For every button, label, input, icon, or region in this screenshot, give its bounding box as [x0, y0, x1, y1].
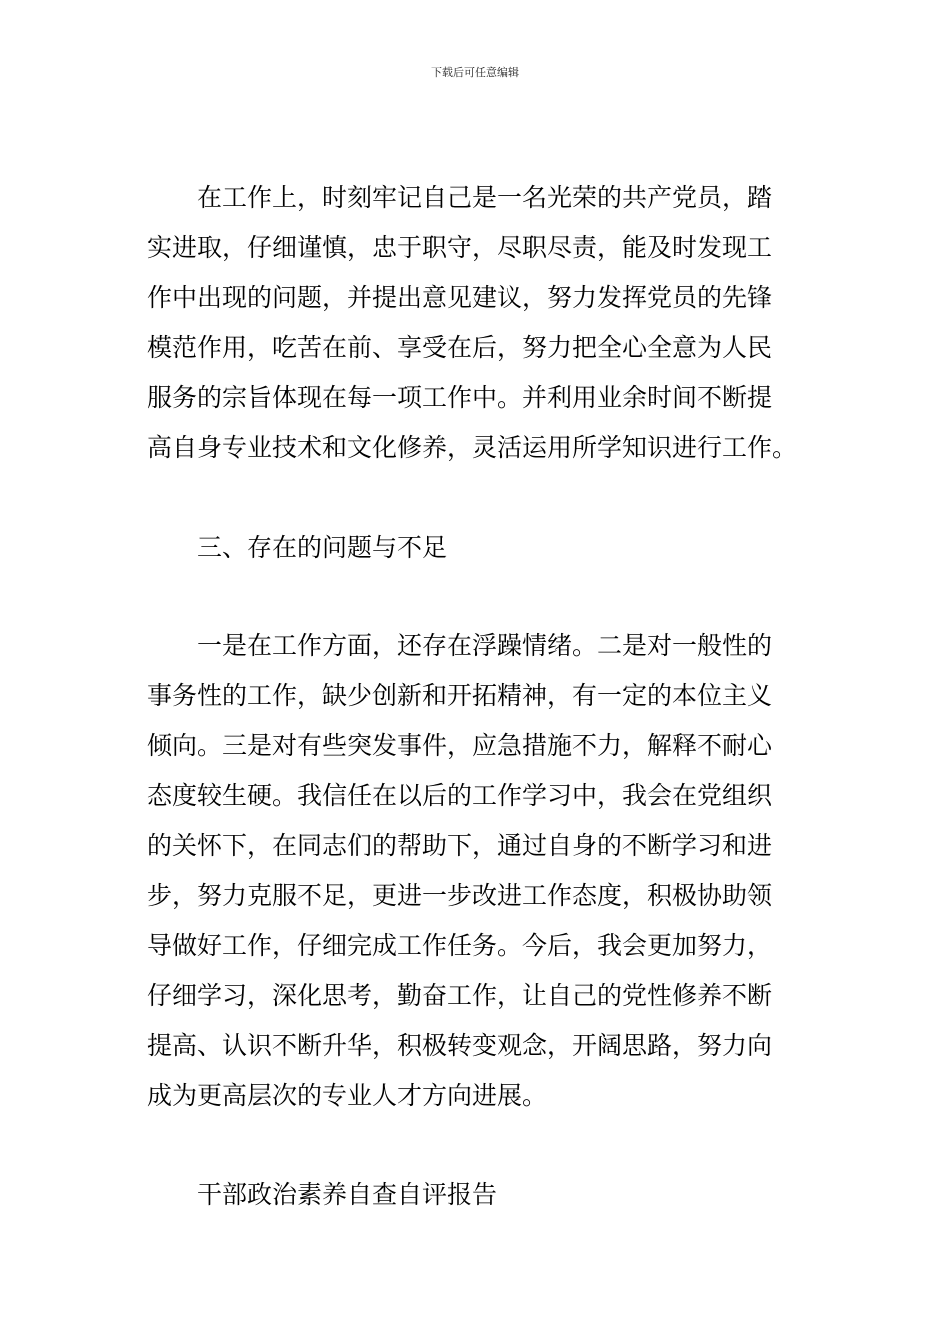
paragraph-line: 态度较生硬。我信任在以后的工作学习中，我会在党组织 — [147, 781, 773, 810]
paragraph-line: 作中出现的问题，并提出意见建议，努力发挥党员的先锋 — [147, 283, 773, 312]
paragraph-line: 的关怀下，在同志们的帮助下，通过自身的不断学习和进 — [147, 831, 773, 860]
paragraph-line: 高自身专业技术和文化修养，灵活运用所学知识进行工作。 — [147, 433, 798, 462]
paragraph-line: 提高、认识不断升华，积极转变观念，开阔思路，努力向 — [147, 1031, 773, 1060]
paragraph-problems — [147, 621, 809, 1121]
page-header-note: 下载后可任意编辑 — [431, 66, 519, 79]
paragraph-line: 在工作上，时刻牢记自己是一名光荣的共产党员，踏 — [197, 183, 773, 212]
paragraph-line: 仔细学习，深化思考，勤奋工作，让自己的党性修养不断 — [147, 981, 773, 1010]
paragraph-line: 实进取，仔细谨慎，忠于职守，尽职尽责，能及时发现工 — [147, 233, 773, 262]
paragraph-line: 成为更高层次的专业人才方向进展。 — [147, 1081, 548, 1110]
paragraph-line: 导做好工作，仔细完成工作任务。今后，我会更加努力， — [147, 931, 773, 960]
section-heading-text: 三、存在的问题与不足 — [197, 533, 448, 562]
paragraph-line: 服务的宗旨体现在每一项工作中。并利用业余时间不断提 — [147, 383, 773, 412]
paragraph-line: 步，努力克服不足，更进一步改进工作态度，积极协助领 — [147, 881, 773, 910]
paragraph-line: 一是在工作方面，还存在浮躁情绪。二是对一般性的 — [197, 631, 773, 660]
paragraph-line: 模范作用，吃苦在前、享受在后，努力把全心全意为人民 — [147, 333, 773, 362]
report-title — [147, 1170, 809, 1220]
paragraph-line: 事务性的工作，缺少创新和开拓精神，有一定的本位主义 — [147, 681, 773, 710]
report-title-text: 干部政治素养自查自评报告 — [197, 1180, 498, 1209]
paragraph-work-attitude — [147, 173, 809, 473]
paragraph-line: 倾向。三是对有些突发事件，应急措施不力，解释不耐心 — [147, 731, 773, 760]
section-heading — [147, 523, 809, 573]
